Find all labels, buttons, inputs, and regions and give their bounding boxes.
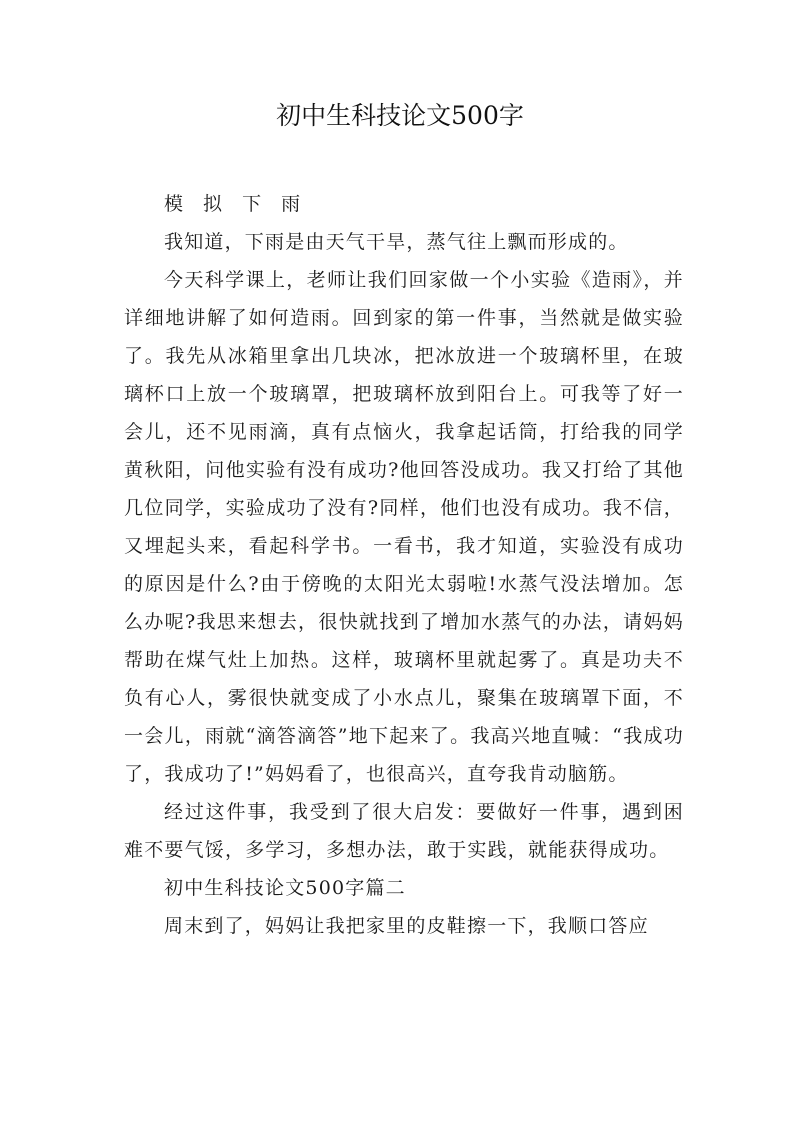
section-heading-simulate-rain: 模 拟 下 雨 — [164, 193, 308, 215]
section-heading-part-two: 初中生科技论文500字篇二 — [164, 877, 406, 899]
paragraph-experiment: 今天科学课上，老师让我们回家做一个小实验《造雨》，并详细地讲解了如何造雨。回到家的第一件事，当然就是做实验了。我先从冰箱里拿出几块冰，把冰放进一个玻璃杯里，在玻璃杯口上放一个玻璃罩，把玻璃杯放到阳台上。可我等了好一会儿，还不见雨滴，真有点恼火，我拿起话筒，打给我的同学黄秋阳，问他实验有没有成功?他回答没成功。我又打给了其他几位同学，实验成功了没有?同样，他们也没有成功。我不信，又埋起头来，看起科学书。一看书，我才知道，实验没有成功的原因是什么?由于傍晚的太阳光太弱啦!水蒸气没法增加。怎么办呢?我思来想去，很快就找到了增加水蒸气的办法，请妈妈帮助在煤气灶上加热。这样，玻璃杯里就起雾了。真是功夫不负有心人，雾很快就变成了小水点儿，聚集在玻璃罩下面，不一会儿，雨就“滴答滴答”地下起来了。我高兴地直喊：“我成功了，我成功了!”妈妈看了，也很高兴，直夸我肯动脑筋。 — [124, 269, 684, 785]
paragraph-intro: 我知道，下雨是由天气干旱，蒸气往上飘而形成的。 — [164, 231, 629, 253]
paragraph-conclusion: 经过这件事，我受到了很大启发：要做好一件事，遇到困难不要气馁，多学习，多想办法，敢于实践，就能获得成功。 — [124, 801, 684, 861]
document-body — [124, 185, 684, 945]
document-title: 初中生科技论文500字 — [276, 101, 524, 130]
paragraph-part-two-start: 周末到了，妈妈让我把家里的皮鞋擦一下，我顺口答应 — [164, 915, 649, 937]
